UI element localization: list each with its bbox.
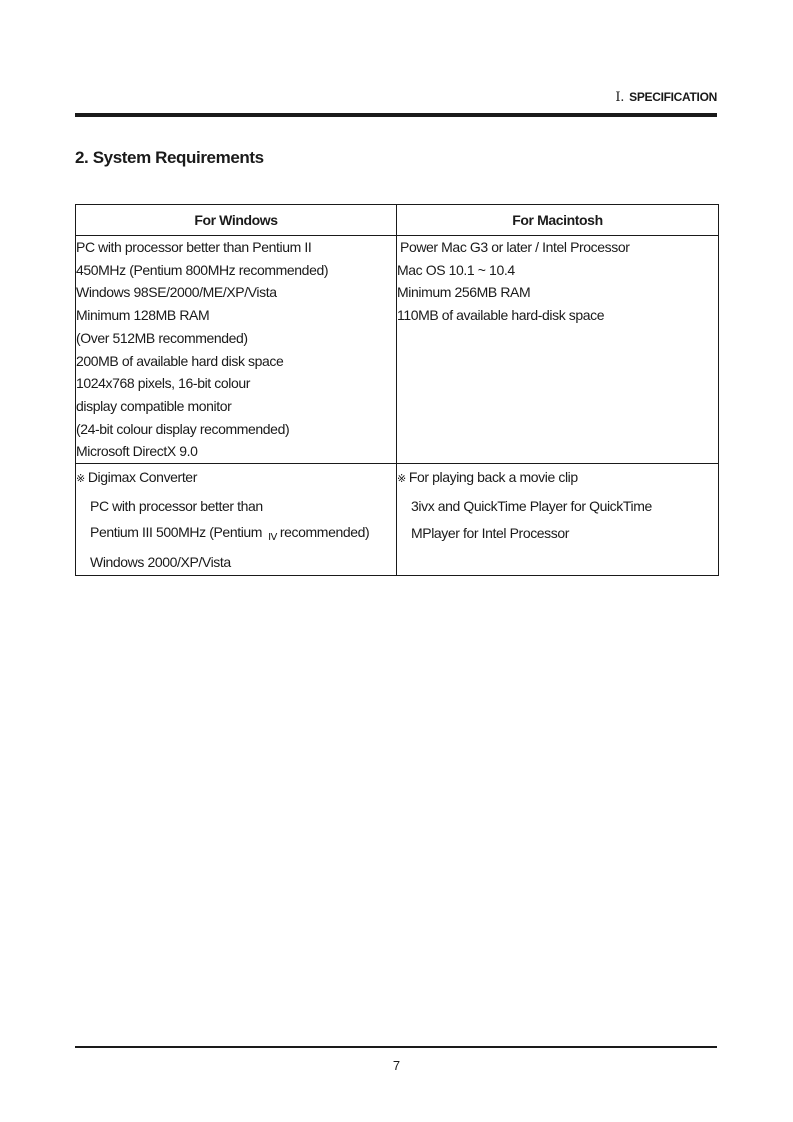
section-title: 2. System Requirements [75, 148, 264, 167]
list-item: 200MB of available hard disk space [76, 352, 284, 369]
table-row [76, 464, 719, 576]
note-title [76, 464, 396, 493]
list-item: PC with processor better than Pentium II [76, 239, 312, 255]
windows-column-header: For Windows [76, 205, 397, 236]
cpu-recommended: recommended) [279, 524, 370, 541]
section-name: SPECIFICATION [629, 90, 717, 104]
list-item: 110MB of available hard-disk space [397, 307, 605, 324]
windows-requirements [76, 236, 397, 464]
list-item: Windows 2000/XP/Vista [90, 553, 231, 570]
mac-requirements [397, 236, 719, 464]
footer-rule [75, 1046, 717, 1048]
cpu-roman: Ⅳ [268, 532, 277, 544]
list-item: display compatible monitor [76, 397, 232, 414]
requirements-table [75, 204, 719, 576]
list-item: 450MHz (Pentium 800MHz recommended) [76, 261, 329, 278]
list-item: (Over 512MB recommended) [76, 329, 248, 346]
note-title-text: Digimax Converter [87, 469, 197, 486]
list-item: MPlayer for Intel Processor [411, 525, 570, 542]
cpu-text: Pentium III 500MHz (Pentium [90, 524, 263, 541]
list-item [76, 519, 396, 549]
list-item: Minimum 256MB RAM [397, 284, 531, 301]
list-item: 1024x768 pixels, 16-bit colour [76, 375, 251, 392]
table-row [76, 236, 719, 464]
header-rule [75, 113, 717, 117]
list-item: PC with processor better than [90, 497, 263, 514]
list-item: 3ivx and QuickTime Player for QuickTime [411, 498, 652, 515]
running-header [75, 90, 717, 105]
note-title [397, 464, 718, 493]
list-item: Microsoft DirectX 9.0 [76, 443, 198, 460]
windows-converter-note [76, 464, 397, 576]
list-item: Mac OS 10.1 ~ 10.4 [397, 261, 515, 278]
list-item: (24-bit colour display recommended) [76, 420, 290, 437]
reference-mark-icon: ※ [397, 473, 406, 486]
note-title-text: For playing back a movie clip [408, 469, 578, 486]
table-header-row [76, 205, 719, 236]
list-item: Windows 98SE/2000/ME/XP/Vista [76, 284, 277, 301]
page-number: 7 [392, 1058, 401, 1073]
reference-mark-icon: ※ [76, 473, 85, 486]
mac-column-header: For Macintosh [397, 205, 719, 236]
chapter-roman: Ⅰ. [615, 90, 625, 105]
list-item: Minimum 128MB RAM [76, 307, 210, 324]
mac-movie-note [397, 464, 719, 576]
list-item: Power Mac G3 or later / Intel Processor [400, 239, 630, 255]
